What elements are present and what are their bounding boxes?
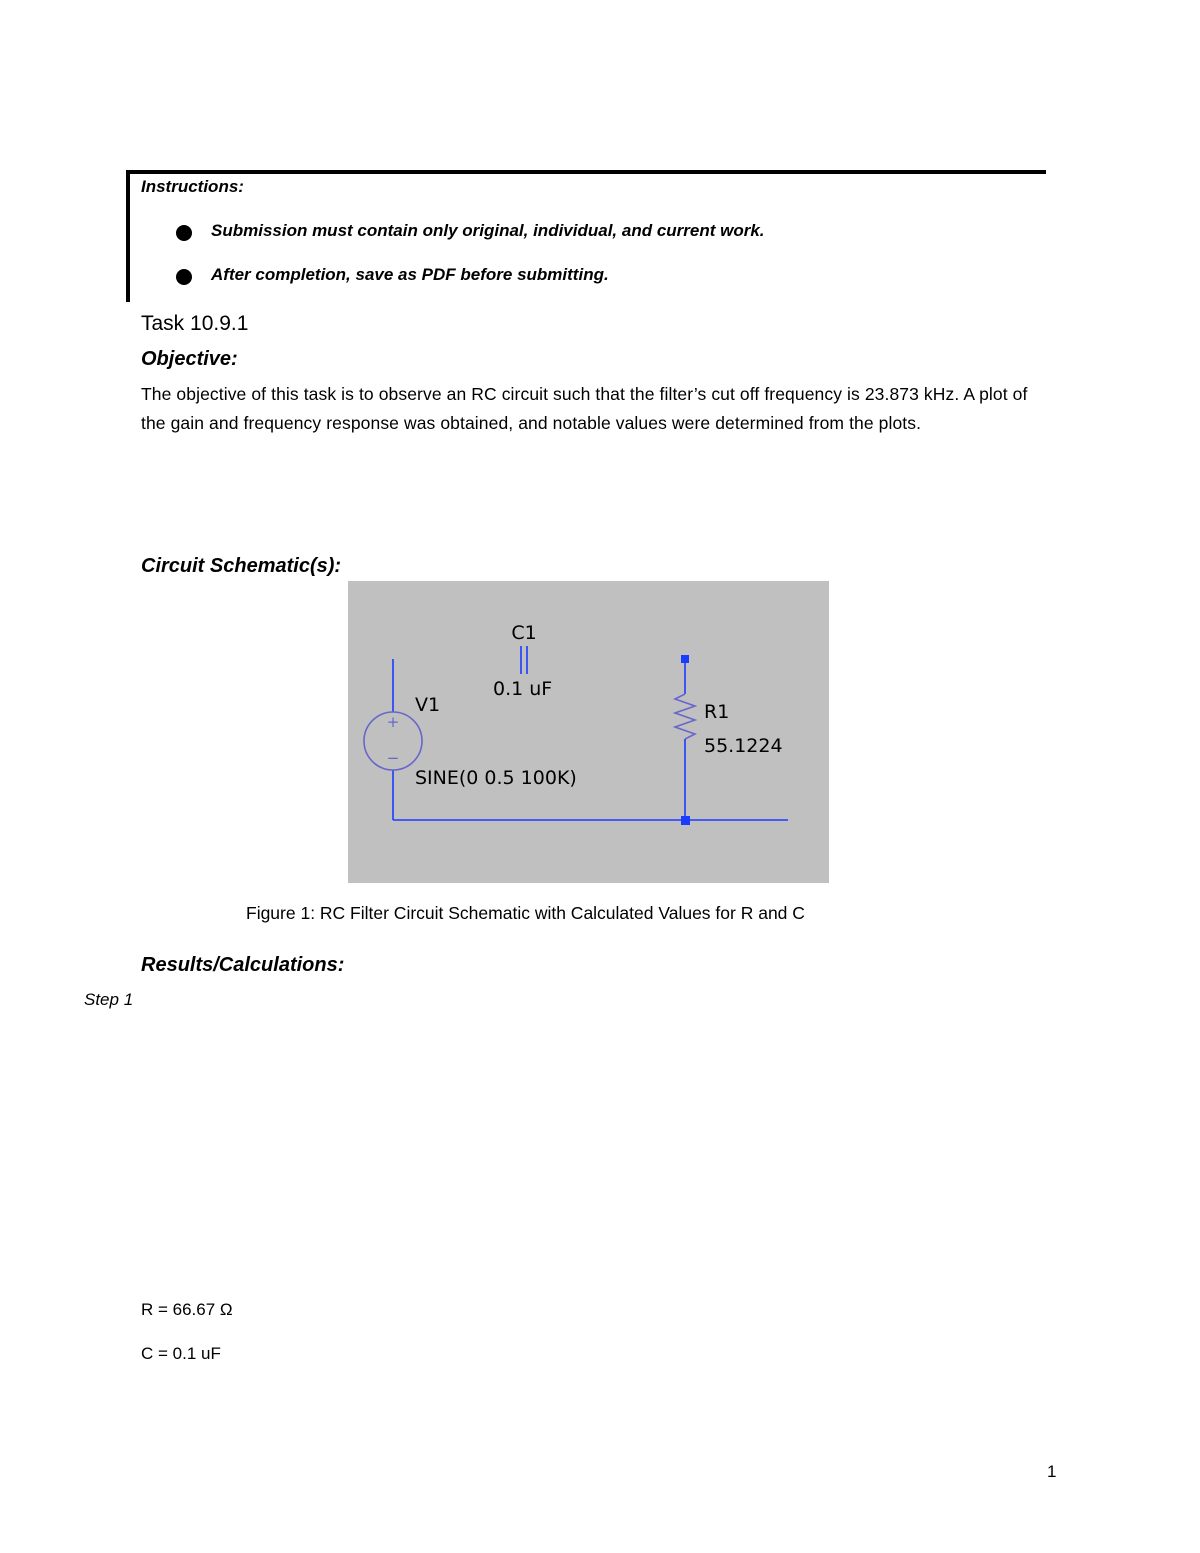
- v1-name-label: V1: [415, 694, 441, 716]
- objective-text: The objective of this task is to observe an RC circuit such that the filter’s cut off frequency is 23.873 kHz. A plot of the gain and frequency response was obtained, and notable values were determined from the plots.: [141, 384, 1028, 433]
- page-number: 1: [1047, 1462, 1057, 1481]
- task-title: Task 10.9.1: [141, 312, 249, 335]
- r1-value-label: 55.1224: [704, 735, 783, 757]
- box-left-border: [126, 170, 130, 302]
- c1-value-label: 0.1 uF: [493, 678, 553, 700]
- objective-heading: Objective:: [141, 348, 238, 370]
- results-heading: Results/Calculations:: [141, 954, 345, 976]
- schematic-heading: Circuit Schematic(s):: [141, 555, 342, 577]
- c-value: C = 0.1 uF: [141, 1344, 221, 1363]
- v1-value-label: SINE(0 0.5 100K): [415, 767, 577, 789]
- r1-top-node: [681, 655, 689, 663]
- plus-sign: +: [386, 713, 400, 731]
- step-label: Step 1: [84, 990, 134, 1009]
- r1-name-label: R1: [704, 701, 730, 723]
- bullet-icon: [176, 225, 192, 241]
- figure-caption: Figure 1: RC Filter Circuit Schematic with Calculated Values for R and C: [246, 903, 805, 923]
- bullet-icon: [176, 269, 192, 285]
- r-value: R = 66.67 Ω: [141, 1300, 233, 1319]
- instruction-item: Submission must contain only original, individual, and current work.: [211, 221, 765, 240]
- c1-name-label: C1: [511, 622, 537, 644]
- instructions-title: Instructions:: [141, 177, 244, 196]
- box-top-border: [126, 170, 1046, 174]
- circuit-schematic: [348, 581, 829, 883]
- r1-bottom-node: [681, 816, 690, 825]
- minus-sign: −: [386, 749, 400, 767]
- instruction-item: After completion, save as PDF before submitting.: [211, 265, 609, 284]
